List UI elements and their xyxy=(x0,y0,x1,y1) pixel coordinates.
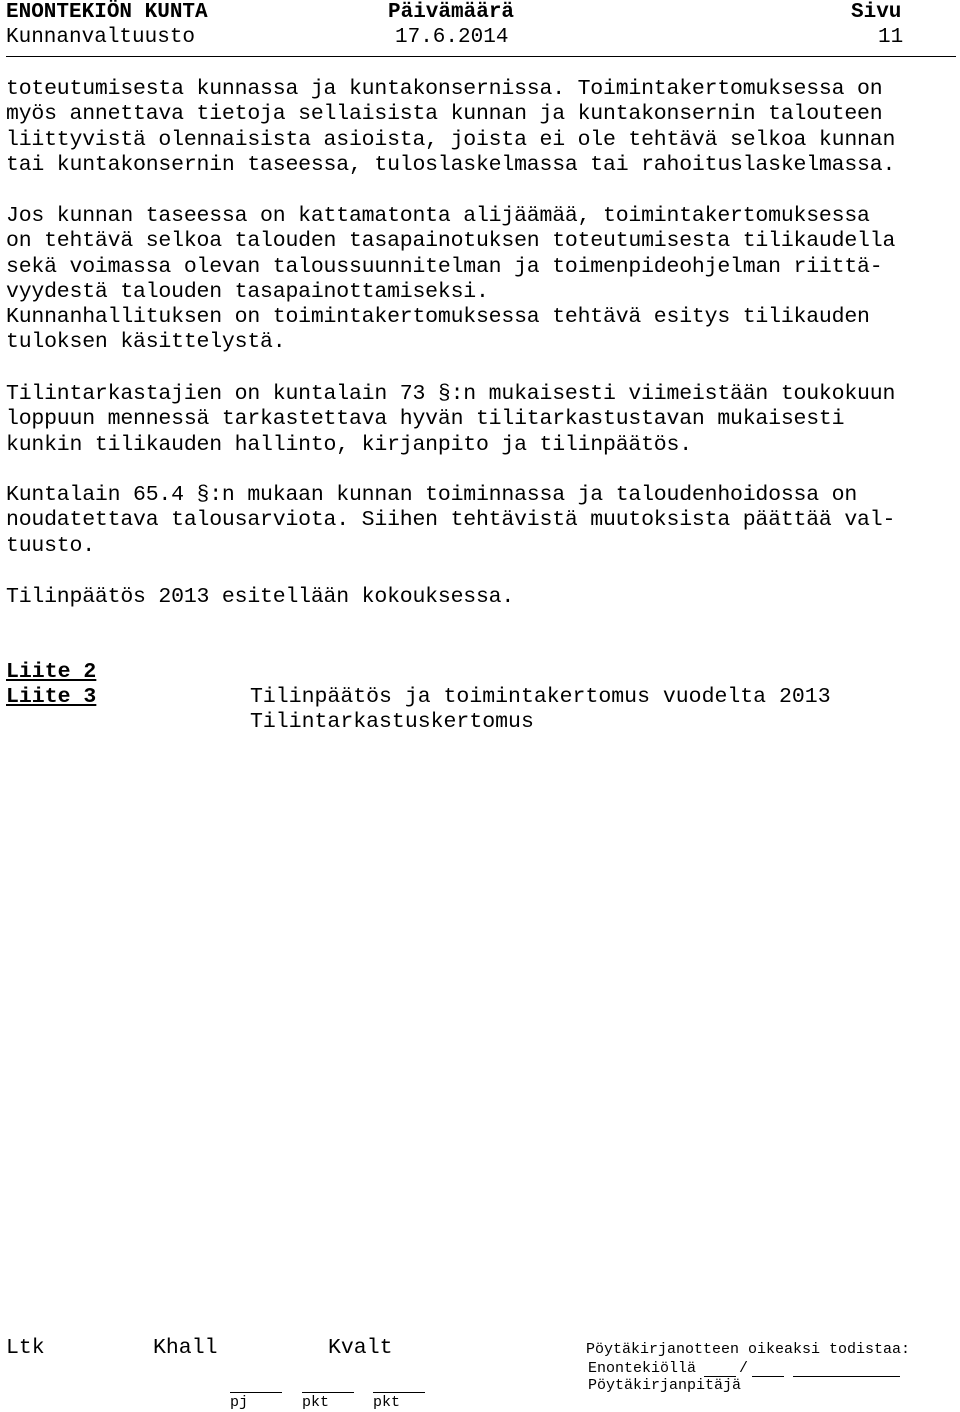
page-number: 11 xyxy=(878,26,904,49)
text-line: tai kuntakonsernin taseessa, tuloslaskelmassa tai rahoituslaskelmassa. xyxy=(6,152,896,177)
footer-kvalt: Kvalt xyxy=(328,1336,393,1360)
date-month-line xyxy=(752,1376,784,1377)
date-separator: / xyxy=(739,1360,749,1377)
text-line: kunkin tilikauden hallinto, kirjanpito ja tilinpäätös. xyxy=(6,432,692,457)
attachment-label: Liite 2 xyxy=(6,660,97,684)
footer-ltk: Ltk xyxy=(6,1336,45,1360)
paragraph-1 xyxy=(6,77,956,178)
paragraph-5 xyxy=(6,585,956,610)
text-line: tuusto. xyxy=(6,533,95,558)
attachment-title: Tilintarkastuskertomus xyxy=(250,710,534,734)
pj-label: pj xyxy=(230,1394,249,1411)
paragraph-3 xyxy=(6,382,956,458)
text-line: tuloksen käsittelystä. xyxy=(6,330,286,355)
text-line: liittyvistä olennaisista asioista, joista ei ole tehtävä selkoa kunnan xyxy=(6,127,896,152)
certify-place: Enontekiöllä xyxy=(588,1360,697,1377)
paragraph-2 xyxy=(6,204,956,356)
pj-line xyxy=(230,1392,282,1393)
text-line: loppuun mennessä tarkastettava hyvän tilitarkastustavan mukaisesti xyxy=(6,407,845,432)
footer-khall: Khall xyxy=(153,1336,218,1360)
text-line: noudatettava talousarviota. Siihen tehtävistä muutoksista päättää val- xyxy=(6,508,896,533)
text-line: Kuntalain 65.4 §:n mukaan kunnan toiminnassa ja taloudenhoidossa on xyxy=(6,483,858,507)
pkt-line xyxy=(302,1392,354,1393)
paragraph-4 xyxy=(6,483,956,559)
text-line: Tilintarkastajien on kuntalain 73 §:n mukaisesti viimeistään toukokuun xyxy=(6,382,896,406)
text-line: Jos kunnan taseessa on kattamatonta alijäämää, toimintakertomuksessa xyxy=(6,204,870,228)
certify-text: Pöytäkirjanotteen oikeaksi todistaa: xyxy=(586,1341,911,1358)
text-line: vyydestä talouden tasapainottamiseksi. xyxy=(6,279,489,304)
text-line: Tilinpäätös 2013 esitellään kokouksessa. xyxy=(6,585,515,609)
pkt-label: pkt xyxy=(302,1394,330,1411)
body-name: Kunnanvaltuusto xyxy=(6,26,196,49)
text-line: on tehtävä selkoa talouden tasapainotuksen toteutumisesta tilikaudella xyxy=(6,229,896,254)
text-line: myös annettava tietoja sellaisista kunnan ja kuntakonsernin talouteen xyxy=(6,102,883,127)
header-divider xyxy=(6,56,956,57)
signature-line xyxy=(793,1376,900,1377)
page-label: Sivu xyxy=(851,1,902,24)
text-line: Kunnanhallituksen on toimintakertomuksessa tehtävä esitys tilikauden xyxy=(6,305,870,330)
signer-label: Pöytäkirjanpitäjä xyxy=(588,1377,742,1394)
date-label: Päivämäärä xyxy=(388,1,515,24)
org-name: ENONTEKIÖN KUNTA xyxy=(6,1,208,24)
meeting-date: 17.6.2014 xyxy=(395,26,509,49)
attachment-title: Tilinpäätös ja toimintakertomus vuodelta 2013 xyxy=(250,685,831,709)
text-line: sekä voimassa olevan taloussuunnitelman ja toimenpideohjelman riittä- xyxy=(6,254,883,279)
attachment-label: Liite 3 xyxy=(6,685,97,709)
text-line: toteutumisesta kunnassa ja kuntakonsernissa. Toimintakertomuksessa on xyxy=(6,77,883,101)
pkt-label: pkt xyxy=(373,1394,401,1411)
pkt-line xyxy=(373,1392,425,1393)
